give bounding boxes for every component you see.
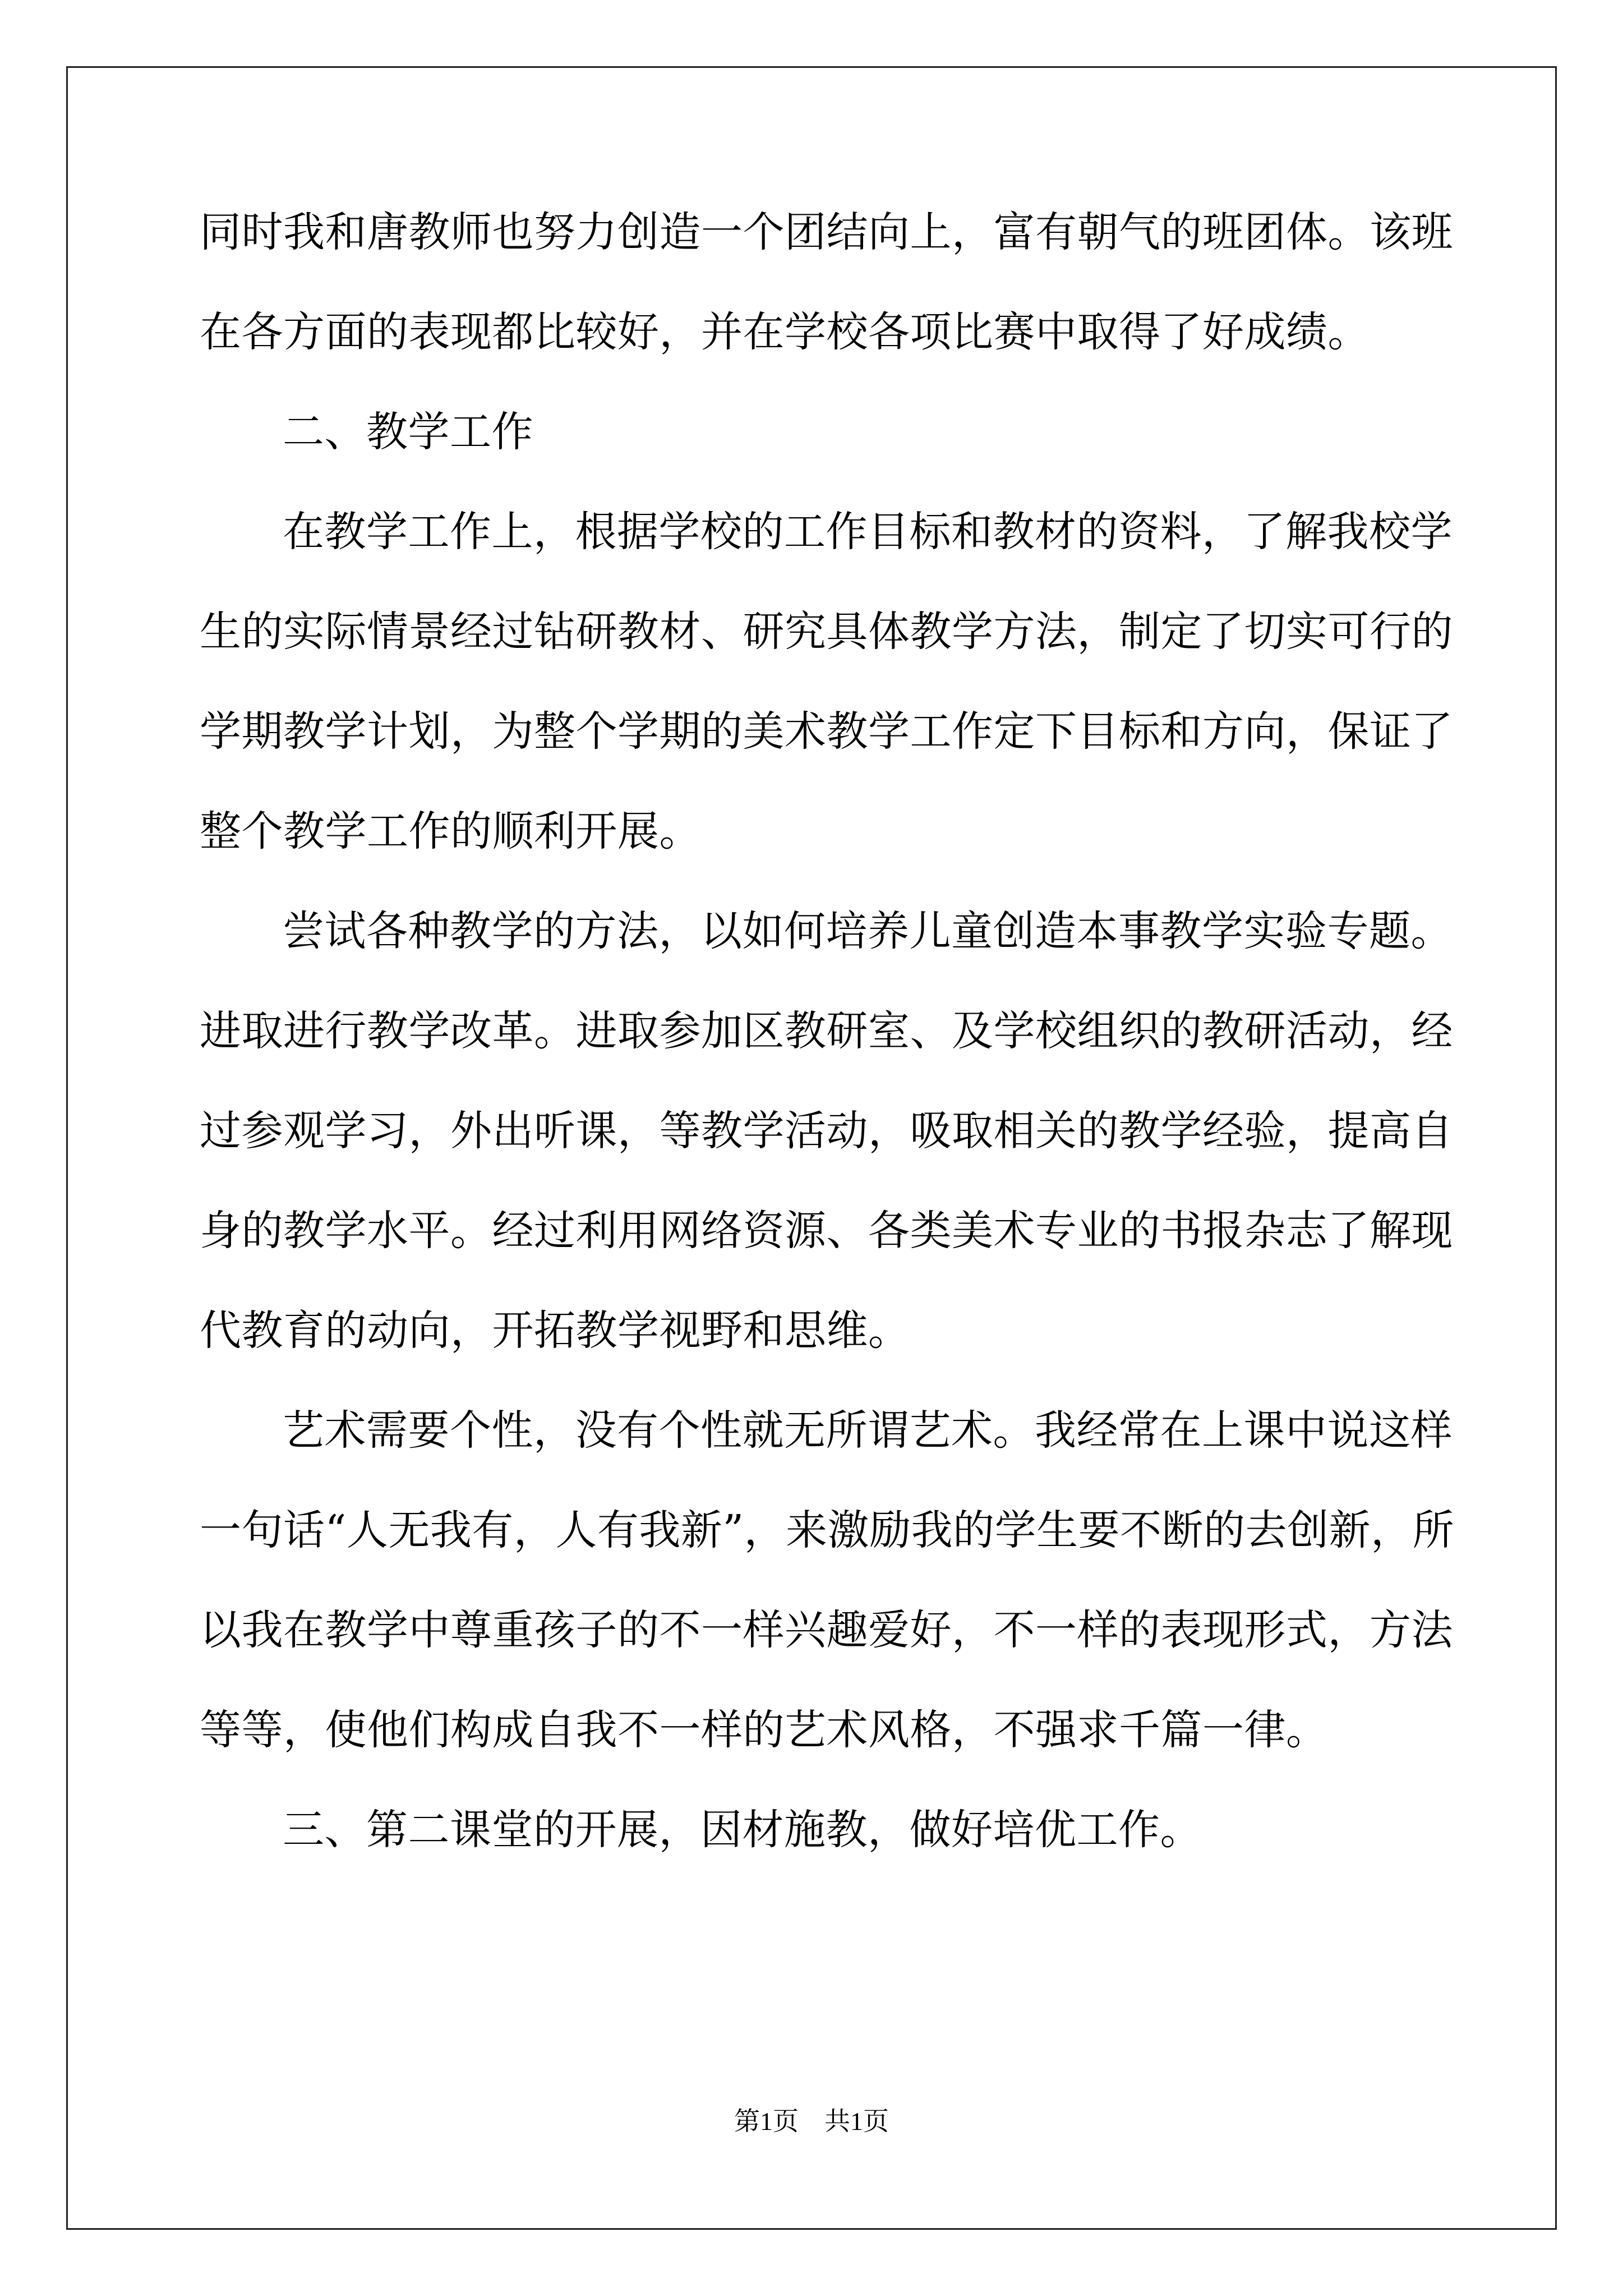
- text-line: 学期教学计划，为整个学期的美术教学工作定下目标和方向，保证了: [200, 707, 1453, 756]
- section-heading: 三、第二课堂的开展，因材施教，做好培优工作。: [283, 1806, 1202, 1854]
- section-heading: 二、教学工作: [283, 408, 533, 456]
- paragraph-start: 艺术需要个性，没有个性就无所谓艺术。我经常在上课中说这样: [283, 1406, 1453, 1455]
- text-line: 过参观学习，外出听课，等教学活动，吸取相关的教学经验，提高自: [200, 1107, 1453, 1155]
- page-footer: [0, 2105, 1623, 2138]
- text-line: 同时我和唐教师也努力创造一个团结向上，富有朝气的班团体。该班: [200, 208, 1453, 256]
- text-line: 进取进行教学改革。进取参加区教研室、及学校组织的教研活动，经: [200, 1007, 1453, 1055]
- text-line: 整个教学工作的顺利开展。: [200, 807, 701, 855]
- page-number: 第1页: [734, 2107, 799, 2136]
- text-line: 等等，使他们构成自我不一样的艺术风格，不强求千篇一律。: [200, 1706, 1328, 1754]
- text-line: 以我在教学中尊重孩子的不一样兴趣爱好，不一样的表现形式，方法: [200, 1606, 1453, 1654]
- paragraph-start: 在教学工作上，根据学校的工作目标和教材的资料，了解我校学: [283, 508, 1453, 556]
- text-line: 生的实际情景经过钻研教材、研究具体教学方法，制定了切实可行的: [200, 608, 1453, 656]
- text-line: 在各方面的表现都比较好，并在学校各项比赛中取得了好成绩。: [200, 308, 1370, 356]
- text-line: 身的教学水平。经过利用网络资源、各类美术专业的书报杂志了解现: [200, 1207, 1453, 1255]
- text-line: 代教育的动向，开拓教学视野和思维。: [200, 1306, 910, 1355]
- page-total: 共1页: [824, 2107, 889, 2136]
- paragraph-start: 尝试各种教学的方法，以如何培养儿童创造本事教学实验专题。: [283, 907, 1453, 955]
- text-line: 一句话“人无我有，人有我新”，来激励我的学生要不断的去创新，所: [200, 1506, 1455, 1554]
